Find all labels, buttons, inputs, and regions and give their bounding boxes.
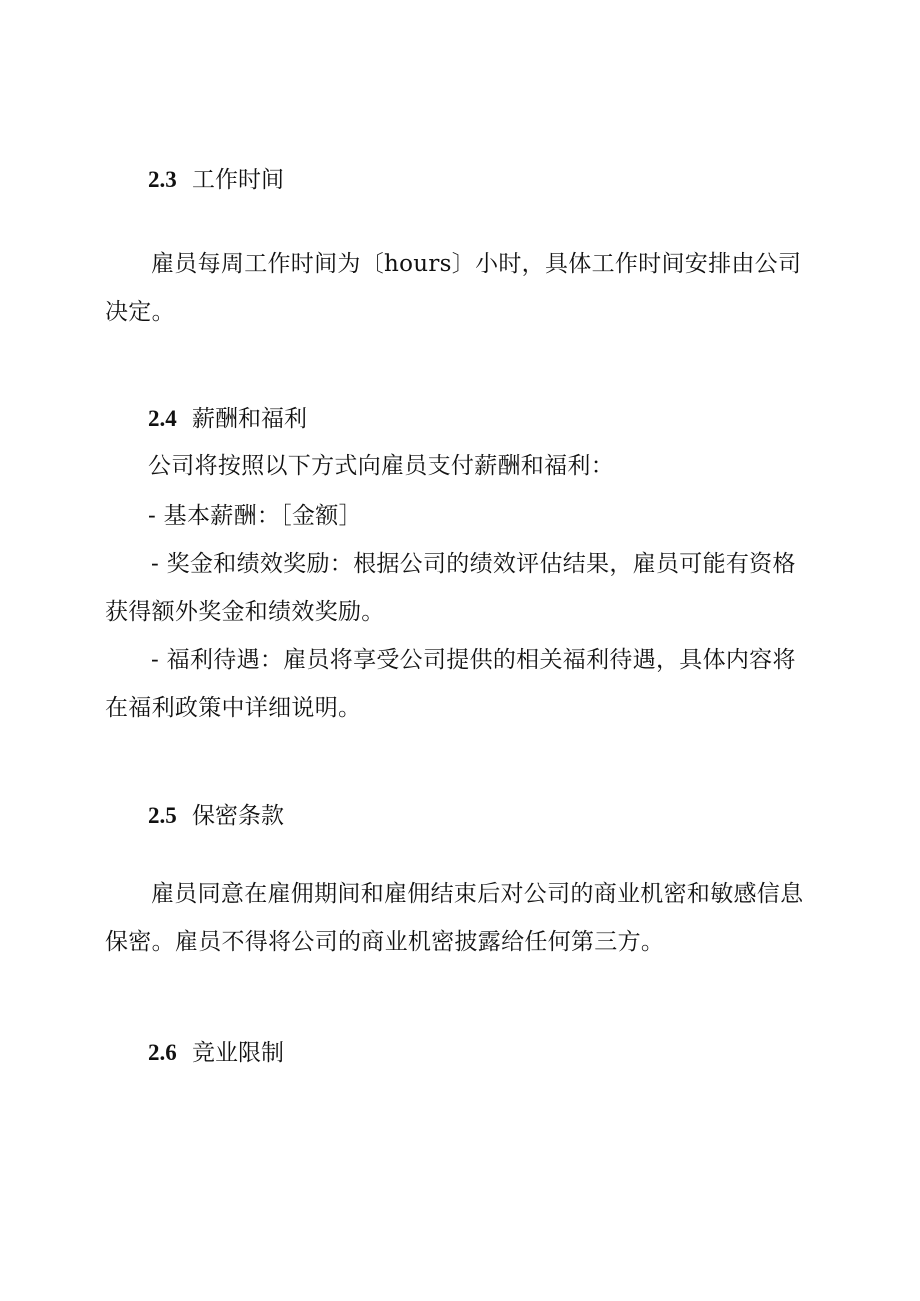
section-heading-2-5 [148, 800, 284, 832]
section-heading-2-4 [148, 403, 307, 435]
section-title: 竞业限制 [192, 1040, 284, 1066]
section-heading-2-3 [148, 164, 284, 196]
section-title: 薪酬和福利 [192, 406, 307, 432]
section-title: 保密条款 [192, 803, 284, 829]
work-hours-paragraph: 雇员每周工作时间为〔hours〕小时，具体工作时间安排由公司决定。 [105, 251, 802, 325]
list-item-bonus: - 奖金和绩效奖励：根据公司的绩效评估结果，雇员可能有资格获得额外奖金和绩效奖励。 [105, 551, 796, 625]
list-item-benefits: - 福利待遇：雇员将享受公司提供的相关福利待遇，具体内容将在福利政策中详细说明。 [105, 647, 796, 721]
list-item-base-salary: - 基本薪酬：［金额］ [148, 503, 362, 529]
section-number: 2.3 [148, 167, 177, 192]
confidentiality-paragraph: 雇员同意在雇佣期间和雇佣结束后对公司的商业机密和敏感信息保密。雇员不得将公司的商业机密披露给任何第三方。 [105, 881, 804, 955]
section-title: 工作时间 [192, 167, 284, 193]
section-heading-2-6 [148, 1037, 284, 1069]
compensation-intro: 公司将按照以下方式向雇员支付薪酬和福利： [148, 453, 614, 479]
section-number: 2.4 [148, 406, 177, 431]
section-number: 2.5 [148, 803, 177, 828]
section-number: 2.6 [148, 1040, 177, 1065]
